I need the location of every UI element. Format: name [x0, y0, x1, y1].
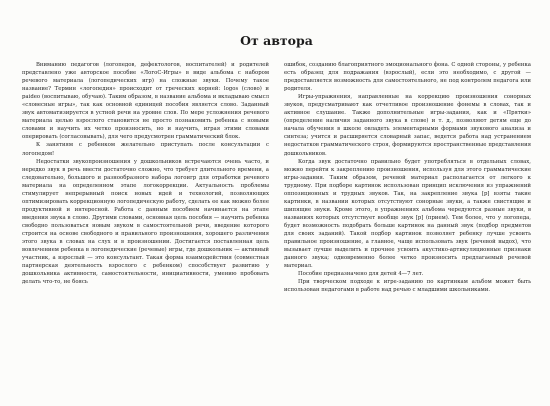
paragraph-consolidation: Когда звук достаточно правильно будет употребляться в отдельных словах, можно перейти к закреплению произношения, используя для этого грамматические игры-задания. Таким образом, речевой материал располагается от легкого к трудному. При подборе картинок использован принцип исключения из упражнений оппозиционных и трудных звуков. Так, на закрепление звука [р] взяты такие картинки, в названии которых отсутствуют сонорные звуки, а также свистящие и шипящие звуки. Кроме этого, в упражнениях альбома чередуются разные звуки, в названиях которых отсутствует вообще звук [р] (прием). Тем более, что у логопеда, будет возможность подобрать больше картинок на данный звук (подбор предметов для своих заданий). Такой подбор картинок позволяет ребенку лучше усвоить правильное произношение, а главное, чаще использовать звук (речевой выдох), что вызывает лучше выделить и прочнее усвоить акустико-артикуляционные признаки данного звука; одновременно более четко произносить предлагаемый речевой материал.	[284, 158, 531, 270]
paragraph-age-range: Пособие предназначено для детей 4—7 лет.	[298, 271, 424, 278]
paragraph-consultation: К занятиям с ребенком желательно приступать после консультации с логопедом!	[22, 142, 269, 157]
left-column	[22, 61, 269, 294]
page-title: От автора	[240, 33, 313, 48]
paragraph-intro: Вниманию педагогов (логопедов, дефектологов, воспитателей) и родителей представлено уже авторское пособие «ЛогоС-Игры» в виде альбома с набором речевого материала (логопедических игр) на сложные звуки. Почему такое название? Термин «логопедия» происходит от греческих корней: logos (слово) и paideo (воспитываю, обучаю). Таким образом, в название альбома и вкладываю смысл «словесные игры», так как основной единицей пособия является слово. Заданный звук автоматизируется в устной речи на уровне слов. По мере усложнения речевого материала целью взрослого становится не просто познакомить ребенка с новыми словами и научить их четко произносить, но и научить, играя этими словами оперировать (согласовывать), для чего предусмотрен грамматический блок.	[22, 62, 269, 141]
paragraph-exercises: Игры-упражнения, направленные на коррекцию произношения сонорных звуков, предусматривают как отчетливое произношение фонемы в словах, так и активное слушание. Также дополнительные игры-задания, как и «Прятки» (определение наличия заданного звука в слове) и т. д., позволяют детям еще до начала обучения в школе овладеть элементарными формами звукового анализа и синтеза; учится и расширяется словарный запас, ведется работа над устранением недостатков грамматического строя, формируются пространственные представления дошкольников.	[284, 94, 531, 157]
paragraph-shortcomings: Недостатки звукопроизношения у дошкольников встречаются очень часто, и нередко звук в речь ввести достаточно сложно, что требует длительного времени, а следовательно, большого и разнообразного набора логоигр для отработки речевого материала на определенном этапе логокоррекции. Актуальность проблемы стимулирует непрерывный поиск новых идей и технологий, позволяющих оптимизировать коррекционную логопедическую работу, сделать ее как можно более продуктивной и интересной. Работа с данным пособием начинается на этапе введения звука в слово. Другими словами, основная цель пособия — научить ребенка свободно пользоваться новым звуком в самостоятельной речи, введение которого строится на основе свободного и правильного произношения, хорошего различения этого звука в словах на слух и в произношении. Достигается поставленная цель вовлечением ребенка в логопедические (речевые) игры, где дошкольник — активный участник, а взрослый — это консультант. Такая форма взаимодействия (совместная партнерская деятельность взрослого с ребенком) способствует развитию у дошкольника активности, самостоятельности, инициативности, умению пробовать делать что-то, не боясь	[22, 158, 269, 286]
paragraph-continuation: ошибок, созданию благоприятного эмоционального фона. С одной стороны, у ребенка есть образец для подражания (взрослый), если это необходимо, с другой — предоставляется возможность для самостоятельного, не под контролем педагога или родителя.	[284, 62, 531, 93]
paragraph-creative-use: При творческом подходе к игре-заданию по картинкам альбом может быть использован педагогами в работе над речью с младшими школьниками.	[284, 279, 531, 294]
text-columns	[22, 61, 531, 294]
right-column	[284, 61, 531, 294]
